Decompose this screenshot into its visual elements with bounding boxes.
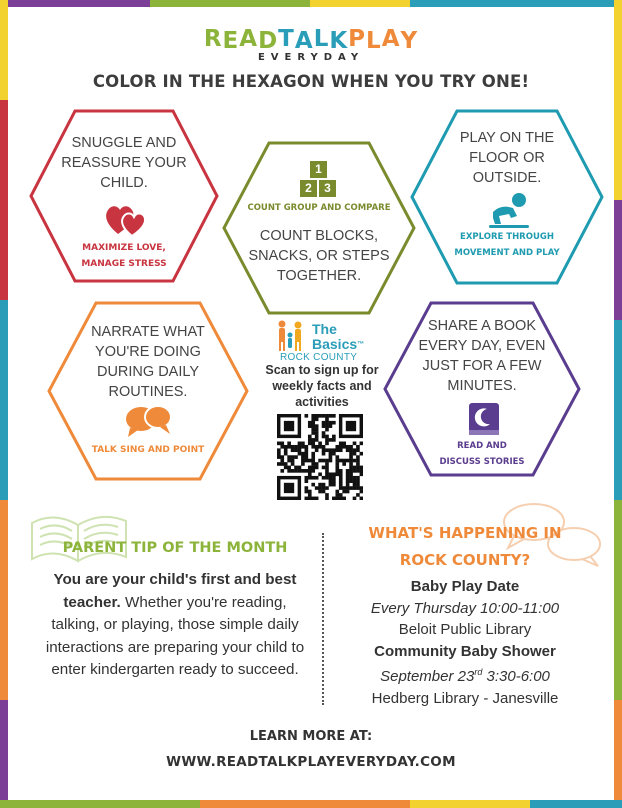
play-caption: EXPLORE THROUGH — [460, 232, 554, 242]
play-caption: MOVEMENT AND PLAY — [454, 248, 560, 258]
crawling-baby-icon — [487, 192, 531, 230]
snuggle-caption: MANAGE STRESS — [81, 259, 167, 269]
basics-title-line: The — [312, 321, 337, 337]
family-icon — [274, 320, 308, 352]
event-where: Hedberg Library - Janesville — [371, 689, 559, 707]
book-caption: DISCUSS STORIES — [439, 457, 525, 467]
event-time: 3:30-6:00 — [482, 668, 550, 685]
page-headline: COLOR IN THE HEXAGON WHEN YOU TRY ONE! — [92, 72, 530, 91]
basics-logo — [262, 320, 382, 363]
logo-letter: E — [222, 28, 240, 54]
speech-bubbles-icon — [124, 404, 174, 440]
border-left-teal — [0, 300, 8, 500]
hexagon-snuggle[interactable] — [28, 108, 220, 284]
logo-letter: T — [278, 26, 295, 52]
logo-letter: A — [381, 26, 401, 52]
block-3: 3 — [319, 180, 336, 197]
border-right-purple — [614, 200, 622, 320]
hexagon-count[interactable] — [221, 140, 417, 316]
logo-subtitle: EVERYDAY — [257, 52, 365, 63]
basics-tm: ™ — [357, 341, 365, 348]
section-divider — [322, 533, 324, 705]
event-name: Baby Play Date — [410, 578, 520, 595]
basics-title-line: Basics — [312, 336, 358, 352]
hearts-icon — [104, 200, 148, 238]
border-right-green — [614, 500, 622, 700]
border-top-teal — [410, 0, 622, 7]
border-bottom-yellow — [410, 800, 530, 808]
event-when: Every Thursday 10:00-11:00 — [370, 599, 560, 617]
logo-letter: P — [348, 26, 367, 52]
logo-letter: L — [366, 28, 382, 54]
border-bottom-green — [0, 800, 200, 808]
border-top-yellow — [310, 0, 410, 7]
narrate-text-line: ROUTINES. — [108, 384, 188, 400]
play-text-line: OUTSIDE. — [472, 170, 542, 186]
logo-letter: Y — [400, 28, 419, 54]
logo-letter: K — [329, 28, 349, 54]
scan-line: weekly facts and — [272, 379, 372, 393]
border-top-green — [150, 0, 310, 7]
block-1: 1 — [310, 161, 327, 178]
event-date-suffix: rd — [474, 667, 483, 677]
website-link[interactable]: WWW.READTALKPLAYEVERYDAY.COM — [166, 754, 456, 770]
event-where: Beloit Public Library — [398, 621, 532, 638]
border-bottom-orange — [200, 800, 410, 808]
qr-code[interactable] — [277, 414, 363, 500]
narrate-text-line: NARRATE WHAT — [91, 324, 205, 340]
count-text-line: TOGETHER. — [276, 268, 362, 284]
logo-letter: R — [203, 26, 223, 52]
book-text-line: SHARE A BOOK — [428, 318, 536, 334]
happening-title-line: ROCK COUNTY? — [399, 551, 531, 569]
logo-letter: A — [239, 26, 259, 52]
border-right-teal — [614, 320, 622, 500]
book-text-line: JUST FOR A FEW — [422, 358, 542, 374]
happening-title-line: WHAT'S HAPPENING IN — [368, 524, 562, 542]
event-name: Community Baby Shower — [374, 642, 556, 660]
parent-tip-text: Whether you're reading, talking, or playing, those simple daily interactions are preparing your child to enter kindergarten ready to succeed. — [45, 593, 305, 678]
events-list — [340, 576, 590, 709]
block-2: 2 — [300, 180, 317, 197]
snuggle-text-line: CHILD. — [100, 175, 148, 191]
snuggle-text-line: SNUGGLE AND — [71, 135, 177, 151]
parent-tip-body — [40, 569, 310, 682]
count-caption: COUNT GROUP AND COMPARE — [247, 203, 391, 213]
parent-tip-bold: You are your child's first and best teacher. — [53, 571, 297, 611]
scan-instructions — [258, 362, 386, 410]
logo-letter: L — [313, 26, 330, 52]
logo-wordmark — [0, 26, 622, 54]
learn-more-label: LEARN MORE AT: — [249, 729, 373, 744]
book-caption: READ AND — [457, 441, 507, 451]
play-text-line: FLOOR OR — [469, 150, 545, 166]
border-bottom-teal — [530, 800, 622, 808]
narrate-text-line: YOU'RE DOING — [95, 344, 201, 360]
border-left-red — [0, 100, 8, 300]
scan-line: Scan to sign up for — [265, 363, 379, 377]
count-text-line: SNACKS, OR STEPS — [248, 248, 390, 264]
book-text-line: MINUTES. — [447, 378, 517, 394]
snuggle-text-line: REASSURE YOUR — [61, 155, 187, 171]
open-book-icon — [24, 505, 134, 565]
hexagon-narrate[interactable] — [46, 300, 250, 482]
border-left-orange — [0, 500, 8, 700]
parent-tip-title: PARENT TIP OF THE MONTH — [62, 540, 288, 556]
hexagon-play[interactable] — [409, 108, 605, 286]
border-top-purple — [0, 0, 150, 7]
logo — [0, 28, 622, 63]
logo-letter: A — [294, 28, 314, 54]
play-text-line: PLAY ON THE — [459, 130, 555, 146]
hexagon-book[interactable] — [382, 300, 582, 478]
basics-subtitle: ROCK COUNTY — [280, 352, 358, 363]
blocks-icon — [300, 161, 338, 199]
count-text-line: COUNT BLOCKS, — [259, 228, 379, 244]
narrate-caption: TALK SING AND POINT — [91, 445, 205, 455]
narrate-text-line: DURING DAILY — [96, 364, 200, 380]
logo-letter: D — [258, 28, 279, 54]
event-date: September 23 — [380, 668, 475, 685]
snuggle-caption: MAXIMIZE LOVE, — [82, 243, 166, 253]
moon-book-icon — [466, 402, 502, 436]
book-text-line: EVERY DAY, EVEN — [418, 338, 546, 354]
scan-line: activities — [295, 395, 349, 409]
happening-title — [340, 520, 590, 574]
